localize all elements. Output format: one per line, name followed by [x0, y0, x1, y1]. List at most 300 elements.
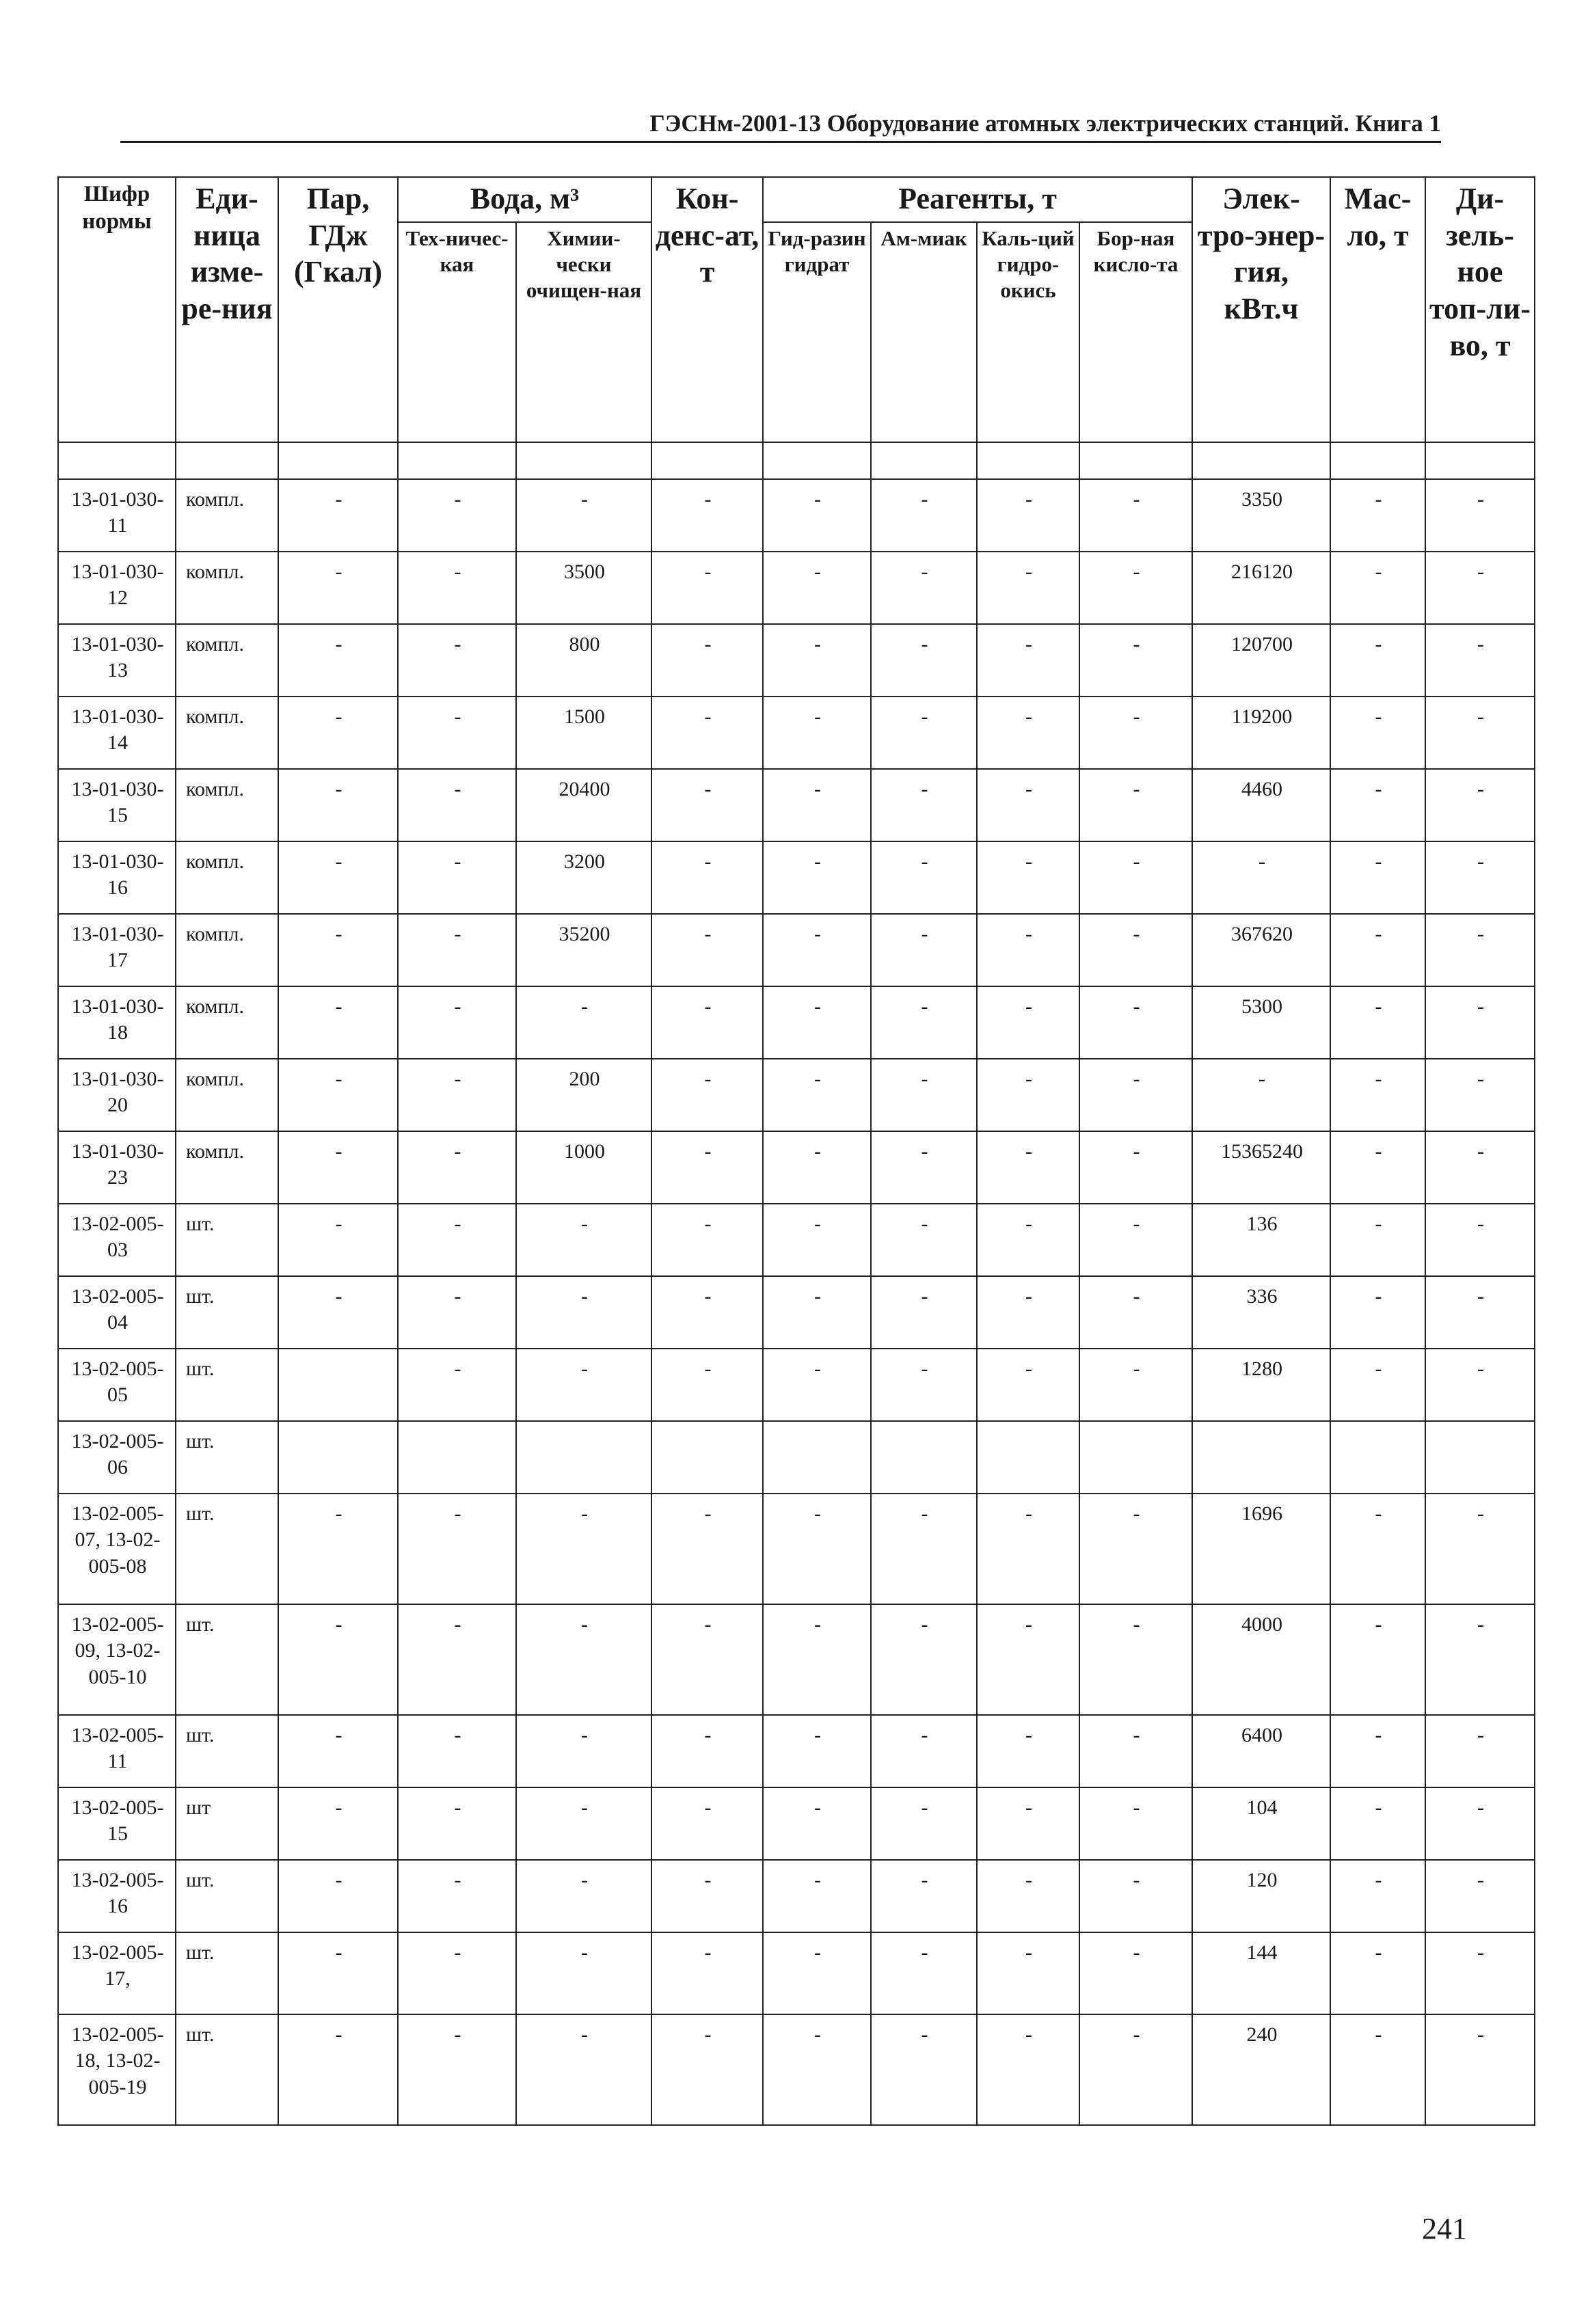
steam-cell: - [278, 1860, 398, 1932]
table-row [58, 1494, 1535, 1604]
diesel-cell: - [1425, 1494, 1535, 1604]
water-technical-cell: - [398, 697, 516, 769]
electricity-cell: 216120 [1192, 552, 1330, 624]
unit-cell: компл. [176, 624, 278, 697]
unit-cell: компл. [176, 769, 278, 841]
boric-cell: - [1079, 1131, 1192, 1204]
hydrazine-cell: - [763, 1059, 871, 1131]
unit-cell: шт. [176, 1860, 278, 1932]
calcium-cell: - [977, 1787, 1079, 1860]
hydrazine-cell: - [763, 697, 871, 769]
calcium-cell: - [977, 841, 1079, 914]
unit-cell: шт. [176, 1932, 278, 2014]
code-cell: 13-01-030-15 [58, 769, 176, 841]
boric-cell: - [1079, 1494, 1192, 1604]
calcium-cell: - [977, 697, 1079, 769]
water-technical-cell: - [398, 986, 516, 1059]
calcium-cell: - [977, 1932, 1079, 2014]
hydrazine-cell: - [763, 769, 871, 841]
condensate-cell: - [651, 479, 763, 552]
electricity-cell: 136 [1192, 1204, 1330, 1276]
electricity-cell: 336 [1192, 1276, 1330, 1349]
steam-cell: - [278, 1787, 398, 1860]
oil-cell: - [1330, 1932, 1425, 2014]
boric-cell: - [1079, 2014, 1192, 2125]
code-cell: 13-02-005-06 [58, 1421, 176, 1494]
condensate-cell: - [651, 1349, 763, 1421]
electricity-cell: 240 [1192, 2014, 1330, 2125]
table-row [58, 1349, 1535, 1421]
hydrazine-cell: - [763, 1787, 871, 1860]
header-code: Шифр нормы [58, 177, 176, 442]
header-diesel: Ди-зель-ное топ-ли-во, т [1425, 177, 1535, 442]
table-row [58, 1715, 1535, 1787]
unit-cell: компл. [176, 841, 278, 914]
condensate-cell: - [651, 552, 763, 624]
table-row [58, 1421, 1535, 1494]
hydrazine-cell: - [763, 1932, 871, 2014]
hydrazine-cell: - [763, 986, 871, 1059]
condensate-cell: - [651, 1131, 763, 1204]
unit-cell: компл. [176, 552, 278, 624]
electricity-cell: 1280 [1192, 1349, 1330, 1421]
oil-cell: - [1330, 1276, 1425, 1349]
code-cell: 13-01-030-20 [58, 1059, 176, 1131]
code-cell: 13-01-030-17 [58, 914, 176, 986]
electricity-cell: 3350 [1192, 479, 1330, 552]
oil-cell: - [1330, 769, 1425, 841]
electricity-cell: 4000 [1192, 1604, 1330, 1715]
calcium-cell: - [977, 1349, 1079, 1421]
header-hydrazine: Гид-разин гидрат [763, 222, 871, 442]
unit-cell: шт. [176, 1494, 278, 1604]
boric-cell: - [1079, 986, 1192, 1059]
table-row [58, 1059, 1535, 1131]
unit-cell: компл. [176, 479, 278, 552]
table-row [58, 697, 1535, 769]
steam-cell: - [278, 697, 398, 769]
electricity-cell: 5300 [1192, 986, 1330, 1059]
steam-cell: - [278, 841, 398, 914]
water-chemical-cell: - [516, 1276, 651, 1349]
table-row [58, 552, 1535, 624]
unit-cell: компл. [176, 697, 278, 769]
page-number: 241 [1422, 2212, 1467, 2245]
table-row [58, 1276, 1535, 1349]
unit-cell: компл. [176, 986, 278, 1059]
hydrazine-cell: - [763, 1276, 871, 1349]
water-chemical-cell: 1500 [516, 697, 651, 769]
header-unit: Еди-ница изме-ре-ния [176, 177, 278, 442]
ammonia-cell: - [871, 769, 977, 841]
electricity-cell: 6400 [1192, 1715, 1330, 1787]
oil-cell: - [1330, 697, 1425, 769]
table-row [58, 1860, 1535, 1932]
hydrazine-cell [763, 1421, 871, 1494]
diesel-cell: - [1425, 986, 1535, 1059]
water-technical-cell: - [398, 1059, 516, 1131]
water-technical-cell: - [398, 1204, 516, 1276]
oil-cell: - [1330, 624, 1425, 697]
boric-cell: - [1079, 1349, 1192, 1421]
steam-cell: - [278, 769, 398, 841]
oil-cell: - [1330, 1787, 1425, 1860]
steam-cell: - [278, 479, 398, 552]
calcium-cell: - [977, 914, 1079, 986]
water-chemical-cell: - [516, 1860, 651, 1932]
ammonia-cell: - [871, 1131, 977, 1204]
boric-cell: - [1079, 697, 1192, 769]
diesel-cell: - [1425, 1349, 1535, 1421]
code-cell: 13-02-005-18, 13-02-005-19 [58, 2014, 176, 2125]
header-row-top [58, 177, 1535, 222]
diesel-cell: - [1425, 479, 1535, 552]
boric-cell: - [1079, 1059, 1192, 1131]
unit-cell: компл. [176, 1131, 278, 1204]
steam-cell: - [278, 986, 398, 1059]
water-technical-cell: - [398, 552, 516, 624]
condensate-cell: - [651, 986, 763, 1059]
code-cell: 13-01-030-16 [58, 841, 176, 914]
oil-cell [1330, 1421, 1425, 1494]
diesel-cell: - [1425, 1787, 1535, 1860]
water-technical-cell [398, 1421, 516, 1494]
ammonia-cell: - [871, 841, 977, 914]
water-chemical-cell: 1000 [516, 1131, 651, 1204]
calcium-cell: - [977, 624, 1079, 697]
ammonia-cell: - [871, 1349, 977, 1421]
unit-cell: компл. [176, 914, 278, 986]
condensate-cell: - [651, 1059, 763, 1131]
oil-cell: - [1330, 986, 1425, 1059]
code-cell: 13-01-030-12 [58, 552, 176, 624]
water-technical-cell: - [398, 769, 516, 841]
oil-cell: - [1330, 552, 1425, 624]
table-row [58, 841, 1535, 914]
water-technical-cell: - [398, 624, 516, 697]
code-cell: 13-01-030-23 [58, 1131, 176, 1204]
water-technical-cell: - [398, 1276, 516, 1349]
table-row [58, 986, 1535, 1059]
oil-cell: - [1330, 841, 1425, 914]
diesel-cell: - [1425, 552, 1535, 624]
boric-cell: - [1079, 479, 1192, 552]
table-row [58, 1131, 1535, 1204]
calcium-cell: - [977, 1204, 1079, 1276]
hydrazine-cell: - [763, 1860, 871, 1932]
steam-cell: - [278, 552, 398, 624]
code-cell: 13-02-005-04 [58, 1276, 176, 1349]
ammonia-cell: - [871, 1604, 977, 1715]
steam-cell: - [278, 1604, 398, 1715]
header-water-technical: Тех-ничес-кая [398, 222, 516, 442]
oil-cell: - [1330, 1494, 1425, 1604]
boric-cell [1079, 1421, 1192, 1494]
water-technical-cell: - [398, 841, 516, 914]
table-row [58, 1604, 1535, 1715]
oil-cell: - [1330, 1204, 1425, 1276]
electricity-cell: - [1192, 841, 1330, 914]
calcium-cell: - [977, 1715, 1079, 1787]
water-chemical-cell: - [516, 2014, 651, 2125]
unit-cell: шт. [176, 1421, 278, 1494]
water-technical-cell: - [398, 1494, 516, 1604]
boric-cell: - [1079, 769, 1192, 841]
diesel-cell: - [1425, 1276, 1535, 1349]
boric-cell: - [1079, 552, 1192, 624]
diesel-cell: - [1425, 1932, 1535, 2014]
boric-cell: - [1079, 1932, 1192, 2014]
ammonia-cell: - [871, 1204, 977, 1276]
calcium-cell: - [977, 1059, 1079, 1131]
steam-cell [278, 1349, 398, 1421]
table-row [58, 1932, 1535, 2014]
code-cell: 13-02-005-11 [58, 1715, 176, 1787]
diesel-cell: - [1425, 2014, 1535, 2125]
unit-cell: шт. [176, 1604, 278, 1715]
diesel-cell [1425, 1421, 1535, 1494]
hydrazine-cell: - [763, 624, 871, 697]
diesel-cell: - [1425, 697, 1535, 769]
condensate-cell: - [651, 769, 763, 841]
diesel-cell: - [1425, 914, 1535, 986]
header-reagents: Реагенты, т [763, 177, 1192, 222]
water-technical-cell: - [398, 1131, 516, 1204]
water-chemical-cell: 800 [516, 624, 651, 697]
condensate-cell: - [651, 1787, 763, 1860]
hydrazine-cell: - [763, 1131, 871, 1204]
condensate-cell: - [651, 624, 763, 697]
code-cell: 13-01-030-18 [58, 986, 176, 1059]
water-technical-cell: - [398, 1715, 516, 1787]
hydrazine-cell: - [763, 1349, 871, 1421]
steam-cell: - [278, 1932, 398, 2014]
ammonia-cell: - [871, 1276, 977, 1349]
ammonia-cell: - [871, 697, 977, 769]
water-technical-cell: - [398, 1349, 516, 1421]
code-cell: 13-02-005-15 [58, 1787, 176, 1860]
steam-cell: - [278, 1276, 398, 1349]
steam-cell: - [278, 1494, 398, 1604]
header-water: Вода, м³ [398, 177, 651, 222]
oil-cell: - [1330, 479, 1425, 552]
water-technical-cell: - [398, 479, 516, 552]
ammonia-cell: - [871, 1494, 977, 1604]
water-chemical-cell: - [516, 1715, 651, 1787]
ammonia-cell: - [871, 552, 977, 624]
steam-cell: - [278, 1131, 398, 1204]
ammonia-cell [871, 1421, 977, 1494]
hydrazine-cell: - [763, 552, 871, 624]
calcium-cell: - [977, 2014, 1079, 2125]
diesel-cell: - [1425, 1715, 1535, 1787]
condensate-cell: - [651, 1860, 763, 1932]
oil-cell: - [1330, 2014, 1425, 2125]
boric-cell: - [1079, 1715, 1192, 1787]
table-row [58, 2014, 1535, 2125]
water-chemical-cell: - [516, 479, 651, 552]
water-chemical-cell [516, 1421, 651, 1494]
oil-cell: - [1330, 1604, 1425, 1715]
electricity-cell: 144 [1192, 1932, 1330, 2014]
resource-norms-table [57, 176, 1535, 2126]
code-cell: 13-02-005-07, 13-02-005-08 [58, 1494, 176, 1604]
boric-cell: - [1079, 1276, 1192, 1349]
steam-cell: - [278, 1715, 398, 1787]
condensate-cell: - [651, 697, 763, 769]
water-chemical-cell: - [516, 1787, 651, 1860]
oil-cell: - [1330, 1715, 1425, 1787]
header-electricity: Элек-тро-энер-гия, кВт.ч [1192, 177, 1330, 442]
water-chemical-cell: - [516, 986, 651, 1059]
hydrazine-cell: - [763, 1715, 871, 1787]
header-spacer-row [58, 442, 1535, 479]
hydrazine-cell: - [763, 2014, 871, 2125]
water-chemical-cell: 3200 [516, 841, 651, 914]
water-chemical-cell: 3500 [516, 552, 651, 624]
water-technical-cell: - [398, 914, 516, 986]
electricity-cell: 120700 [1192, 624, 1330, 697]
electricity-cell: 367620 [1192, 914, 1330, 986]
condensate-cell: - [651, 1715, 763, 1787]
electricity-cell: 15365240 [1192, 1131, 1330, 1204]
electricity-cell: 120 [1192, 1860, 1330, 1932]
calcium-cell: - [977, 1131, 1079, 1204]
water-chemical-cell: - [516, 1932, 651, 2014]
code-cell: 13-02-005-16 [58, 1860, 176, 1932]
calcium-cell: - [977, 552, 1079, 624]
unit-cell: шт. [176, 1276, 278, 1349]
ammonia-cell: - [871, 1860, 977, 1932]
diesel-cell: - [1425, 841, 1535, 914]
oil-cell: - [1330, 1131, 1425, 1204]
unit-cell: шт [176, 1787, 278, 1860]
condensate-cell: - [651, 1932, 763, 2014]
diesel-cell: - [1425, 1131, 1535, 1204]
ammonia-cell: - [871, 1787, 977, 1860]
unit-cell: шт. [176, 1349, 278, 1421]
boric-cell: - [1079, 841, 1192, 914]
header-condensate: Кон-денс-ат, т [651, 177, 763, 442]
hydrazine-cell: - [763, 479, 871, 552]
code-cell: 13-01-030-13 [58, 624, 176, 697]
electricity-cell: - [1192, 1059, 1330, 1131]
steam-cell: - [278, 914, 398, 986]
diesel-cell: - [1425, 624, 1535, 697]
ammonia-cell: - [871, 479, 977, 552]
code-cell: 13-02-005-17, [58, 1932, 176, 2014]
water-technical-cell: - [398, 1787, 516, 1860]
electricity-cell [1192, 1421, 1330, 1494]
calcium-cell: - [977, 986, 1079, 1059]
header-boric: Бор-ная кисло-та [1079, 222, 1192, 442]
diesel-cell: - [1425, 1059, 1535, 1131]
water-technical-cell: - [398, 1604, 516, 1715]
diesel-cell: - [1425, 769, 1535, 841]
code-cell: 13-01-030-14 [58, 697, 176, 769]
steam-cell: - [278, 1204, 398, 1276]
water-technical-cell: - [398, 1860, 516, 1932]
water-technical-cell: - [398, 2014, 516, 2125]
calcium-cell: - [977, 1604, 1079, 1715]
oil-cell: - [1330, 1349, 1425, 1421]
calcium-cell: - [977, 1494, 1079, 1604]
header-ammonia: Ам-миак [871, 222, 977, 442]
calcium-cell: - [977, 1276, 1079, 1349]
water-chemical-cell: 200 [516, 1059, 651, 1131]
diesel-cell: - [1425, 1204, 1535, 1276]
hydrazine-cell: - [763, 914, 871, 986]
hydrazine-cell: - [763, 1204, 871, 1276]
boric-cell: - [1079, 624, 1192, 697]
table-row [58, 769, 1535, 841]
electricity-cell: 104 [1192, 1787, 1330, 1860]
ammonia-cell: - [871, 2014, 977, 2125]
condensate-cell: - [651, 2014, 763, 2125]
condensate-cell: - [651, 914, 763, 986]
ammonia-cell: - [871, 1715, 977, 1787]
calcium-cell: - [977, 1860, 1079, 1932]
code-cell: 13-02-005-03 [58, 1204, 176, 1276]
condensate-cell: - [651, 1494, 763, 1604]
condensate-cell [651, 1421, 763, 1494]
oil-cell: - [1330, 1059, 1425, 1131]
running-header: ГЭСНм-2001-13 Оборудование атомных электрических станций. Книга 1 [120, 109, 1441, 143]
water-chemical-cell: 35200 [516, 914, 651, 986]
electricity-cell: 119200 [1192, 697, 1330, 769]
ammonia-cell: - [871, 1059, 977, 1131]
condensate-cell: - [651, 1204, 763, 1276]
steam-cell: - [278, 2014, 398, 2125]
steam-cell: - [278, 624, 398, 697]
ammonia-cell: - [871, 986, 977, 1059]
boric-cell: - [1079, 1787, 1192, 1860]
unit-cell: шт. [176, 1204, 278, 1276]
header-steam: Пар, ГДж (Гкал) [278, 177, 398, 442]
calcium-cell: - [977, 479, 1079, 552]
header-oil: Мас-ло, т [1330, 177, 1425, 442]
hydrazine-cell: - [763, 841, 871, 914]
oil-cell: - [1330, 1860, 1425, 1932]
condensate-cell: - [651, 841, 763, 914]
boric-cell: - [1079, 914, 1192, 986]
code-cell: 13-02-005-09, 13-02-005-10 [58, 1604, 176, 1715]
condensate-cell: - [651, 1604, 763, 1715]
table-row [58, 624, 1535, 697]
water-chemical-cell: - [516, 1494, 651, 1604]
table-row [58, 1204, 1535, 1276]
electricity-cell: 1696 [1192, 1494, 1330, 1604]
unit-cell: шт. [176, 1715, 278, 1787]
header-water-chemical: Химии-чески очищен-ная [516, 222, 651, 442]
condensate-cell: - [651, 1276, 763, 1349]
boric-cell: - [1079, 1204, 1192, 1276]
steam-cell [278, 1421, 398, 1494]
water-chemical-cell: - [516, 1349, 651, 1421]
steam-cell: - [278, 1059, 398, 1131]
diesel-cell: - [1425, 1604, 1535, 1715]
diesel-cell: - [1425, 1860, 1535, 1932]
table-row [58, 914, 1535, 986]
unit-cell: шт. [176, 2014, 278, 2125]
table-row [58, 479, 1535, 552]
electricity-cell: 4460 [1192, 769, 1330, 841]
water-technical-cell: - [398, 1932, 516, 2014]
unit-cell: компл. [176, 1059, 278, 1131]
water-chemical-cell: - [516, 1204, 651, 1276]
oil-cell: - [1330, 914, 1425, 986]
water-chemical-cell: - [516, 1604, 651, 1715]
